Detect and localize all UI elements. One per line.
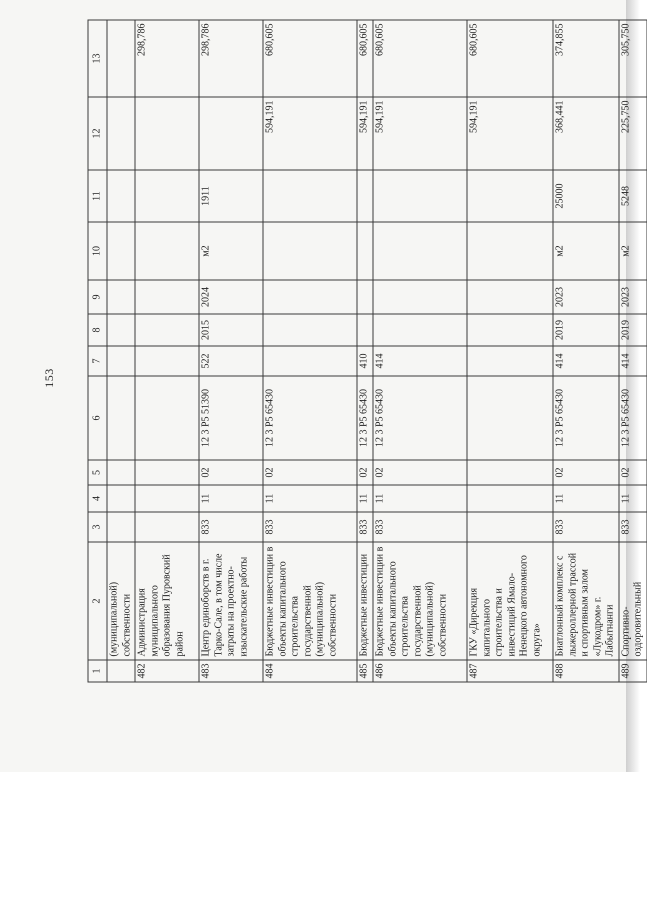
code-cell [135, 314, 199, 346]
table-row [357, 20, 373, 682]
code-cell: 833 [373, 512, 467, 542]
code-cell: 11 [199, 485, 263, 512]
table-row [199, 20, 263, 682]
code-cell: 2015 [199, 314, 263, 346]
code-cell [135, 346, 199, 376]
code-cell: 12 3 Р5 65430 [553, 376, 619, 460]
code-cell [467, 376, 553, 460]
code-cell [263, 222, 357, 280]
code-cell [107, 222, 135, 280]
code-cell [263, 170, 357, 222]
code-cell: 2019 [553, 314, 619, 346]
code-cell: 11 [357, 485, 373, 512]
row-number-cell: 485 [357, 660, 373, 682]
amount-cell: 680,605 [373, 20, 467, 97]
row-number-cell: 482 [135, 660, 199, 682]
budget-table [87, 19, 647, 682]
amount-cell: 680,605 [263, 20, 357, 97]
item-name-cell: ГКУ «Дирекция капитального строительства и инвестиций Ямало-Ненецкого автономного округа» [467, 542, 553, 660]
code-cell: 833 [618, 512, 646, 542]
code-cell [373, 170, 467, 222]
rotated-table-area [87, 20, 643, 682]
row-number-cell [107, 660, 135, 682]
code-cell [263, 346, 357, 376]
row-number-cell: 486 [373, 660, 467, 682]
code-cell: 02 [618, 460, 646, 485]
code-cell [373, 314, 467, 346]
column-header: 12 [88, 97, 107, 170]
code-cell [373, 280, 467, 314]
code-cell [107, 485, 135, 512]
item-name-cell: (муниципальной) собственности [107, 542, 135, 660]
code-cell: 02 [373, 460, 467, 485]
amount-cell [107, 20, 135, 97]
code-cell: 414 [373, 346, 467, 376]
code-cell: 2023 [618, 280, 646, 314]
code-cell [107, 314, 135, 346]
item-name-cell: Бюджетные инвестиции в объекты капитального строительства государственной (муниципальной) собственности [263, 542, 357, 660]
code-cell [107, 376, 135, 460]
table-row [467, 20, 553, 682]
code-cell [107, 170, 135, 222]
header-row [88, 20, 107, 682]
amount-cell: 680,605 [357, 20, 373, 97]
row-number-cell: 489 [618, 660, 646, 682]
code-cell: 833 [357, 512, 373, 542]
code-cell: 25000 [553, 170, 619, 222]
table-row [107, 20, 135, 682]
code-cell [135, 512, 199, 542]
column-header: 1 [88, 660, 107, 682]
code-cell [135, 170, 199, 222]
table-row [373, 20, 467, 682]
code-cell [467, 485, 553, 512]
code-cell [357, 314, 373, 346]
column-header: 5 [88, 460, 107, 485]
code-cell [467, 170, 553, 222]
column-header: 10 [88, 222, 107, 280]
code-cell [107, 460, 135, 485]
code-cell [467, 222, 553, 280]
item-name-cell: Центр единоборств в г. Тарко-Сале, в том числе затраты на проектно-изыскательские работы [199, 542, 263, 660]
amount-cell: 368,441 [553, 97, 619, 170]
code-cell: 1911 [199, 170, 263, 222]
code-cell: 833 [199, 512, 263, 542]
code-cell [107, 512, 135, 542]
table-row [135, 20, 199, 682]
code-cell: 12 3 Р5 65430 [357, 376, 373, 460]
code-cell: 11 [553, 485, 619, 512]
amount-cell: 594,191 [357, 97, 373, 170]
code-cell: 02 [357, 460, 373, 485]
code-cell: 12 3 Р5 65430 [618, 376, 646, 460]
code-cell [135, 485, 199, 512]
code-cell [373, 222, 467, 280]
column-header: 3 [88, 512, 107, 542]
code-cell: 11 [373, 485, 467, 512]
code-cell [357, 170, 373, 222]
code-cell [357, 280, 373, 314]
column-header: 8 [88, 314, 107, 346]
code-cell: 833 [553, 512, 619, 542]
code-cell: 833 [263, 512, 357, 542]
row-number-cell: 484 [263, 660, 357, 682]
item-name-cell: Бюджетные инвестиции [357, 542, 373, 660]
code-cell: 12 3 Р5 51390 [199, 376, 263, 460]
column-header: 4 [88, 485, 107, 512]
code-cell: 410 [357, 346, 373, 376]
code-cell: 02 [553, 460, 619, 485]
code-cell [135, 222, 199, 280]
code-cell: 414 [618, 346, 646, 376]
amount-cell: 225,750 [618, 97, 646, 170]
row-number-cell: 483 [199, 660, 263, 682]
table-body [107, 20, 647, 682]
code-cell: 02 [199, 460, 263, 485]
amount-cell [107, 97, 135, 170]
code-cell [107, 346, 135, 376]
column-header: 2 [88, 542, 107, 660]
code-cell [467, 280, 553, 314]
amount-cell: 594,191 [263, 97, 357, 170]
amount-cell: 594,191 [373, 97, 467, 170]
code-cell: 2019 [618, 314, 646, 346]
table-row [553, 20, 619, 682]
code-cell [135, 280, 199, 314]
code-cell: 2023 [553, 280, 619, 314]
code-cell: м2 [553, 222, 619, 280]
table-row [263, 20, 357, 682]
code-cell: 12 3 Р5 65430 [373, 376, 467, 460]
code-cell: 5248 [618, 170, 646, 222]
code-cell [467, 460, 553, 485]
column-header: 6 [88, 376, 107, 460]
code-cell: 12 3 Р5 65430 [263, 376, 357, 460]
code-cell: м2 [199, 222, 263, 280]
column-header: 13 [88, 20, 107, 97]
code-cell: 02 [263, 460, 357, 485]
code-cell: 2024 [199, 280, 263, 314]
amount-cell: 374,855 [553, 20, 619, 97]
code-cell [467, 512, 553, 542]
code-cell [263, 280, 357, 314]
code-cell [467, 346, 553, 376]
amount-cell: 298,786 [135, 20, 199, 97]
code-cell: 414 [553, 346, 619, 376]
code-cell [263, 314, 357, 346]
item-name-cell: Биатлонный комплекс с лыжероллерной трассой и спортивным залом «Лукодром» г. Лабытнанги [553, 542, 619, 660]
amount-cell [135, 97, 199, 170]
amount-cell: 594,191 [467, 97, 553, 170]
amount-cell: 298,786 [199, 20, 263, 97]
table-wrapper [87, 20, 643, 682]
row-number-cell: 487 [467, 660, 553, 682]
code-cell [135, 460, 199, 485]
column-header: 9 [88, 280, 107, 314]
amount-cell: 680,605 [467, 20, 553, 97]
amount-cell: 305,750 [618, 20, 646, 97]
table-row [618, 20, 646, 682]
code-cell: 11 [618, 485, 646, 512]
item-name-cell: Администрация муниципального образования Пуровский район [135, 542, 199, 660]
row-number-cell: 488 [553, 660, 619, 682]
code-cell [357, 222, 373, 280]
column-header: 11 [88, 170, 107, 222]
column-header: 7 [88, 346, 107, 376]
item-name-cell: Бюджетные инвестиции в объекты капитального строительства государственной (муниципальной) собственности [373, 542, 467, 660]
code-cell: 11 [263, 485, 357, 512]
code-cell: м2 [618, 222, 646, 280]
code-cell [135, 376, 199, 460]
item-name-cell: Спортивно-оздоровительный [618, 542, 646, 660]
code-cell [467, 314, 553, 346]
code-cell: 522 [199, 346, 263, 376]
amount-cell [199, 97, 263, 170]
page-number: 153 [42, 368, 56, 388]
code-cell [107, 280, 135, 314]
